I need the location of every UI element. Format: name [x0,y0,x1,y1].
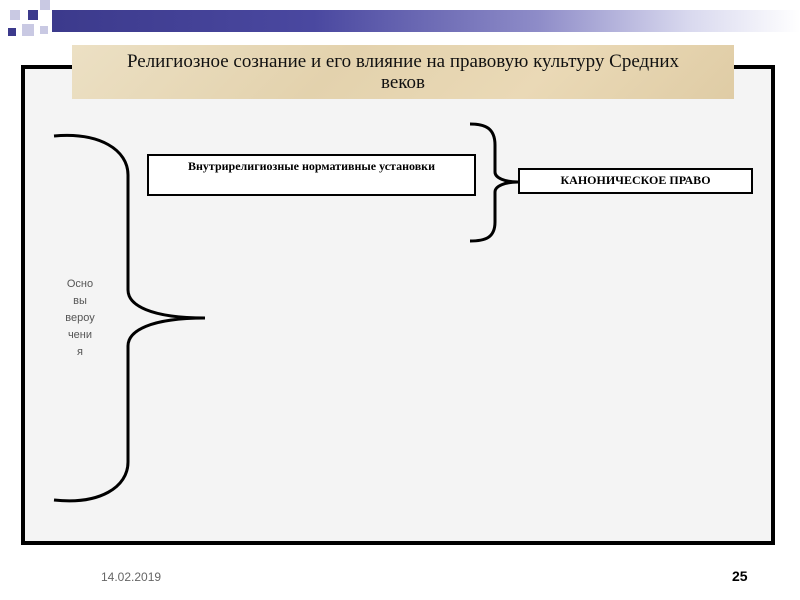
label-line: чени [67,329,93,341]
canon-law-box: КАНОНИЧЕСКОЕ ПРАВО [518,168,753,194]
footer-date: 14.02.2019 [101,570,162,584]
inner-religious-norms-box: Внутрирелигиозные нормативные установки [147,154,476,196]
label-line: я [77,346,83,358]
small-right-brace [470,124,518,241]
label-line: вы [73,295,87,307]
slide-title: Религиозное сознание и его влияние на правовую культуру Средних веков [126,51,680,93]
label-line: вероу [65,312,95,324]
label-line: Осно [66,278,94,290]
page-number: 25 [732,568,748,584]
foundations-of-doctrine-label [55,276,105,361]
